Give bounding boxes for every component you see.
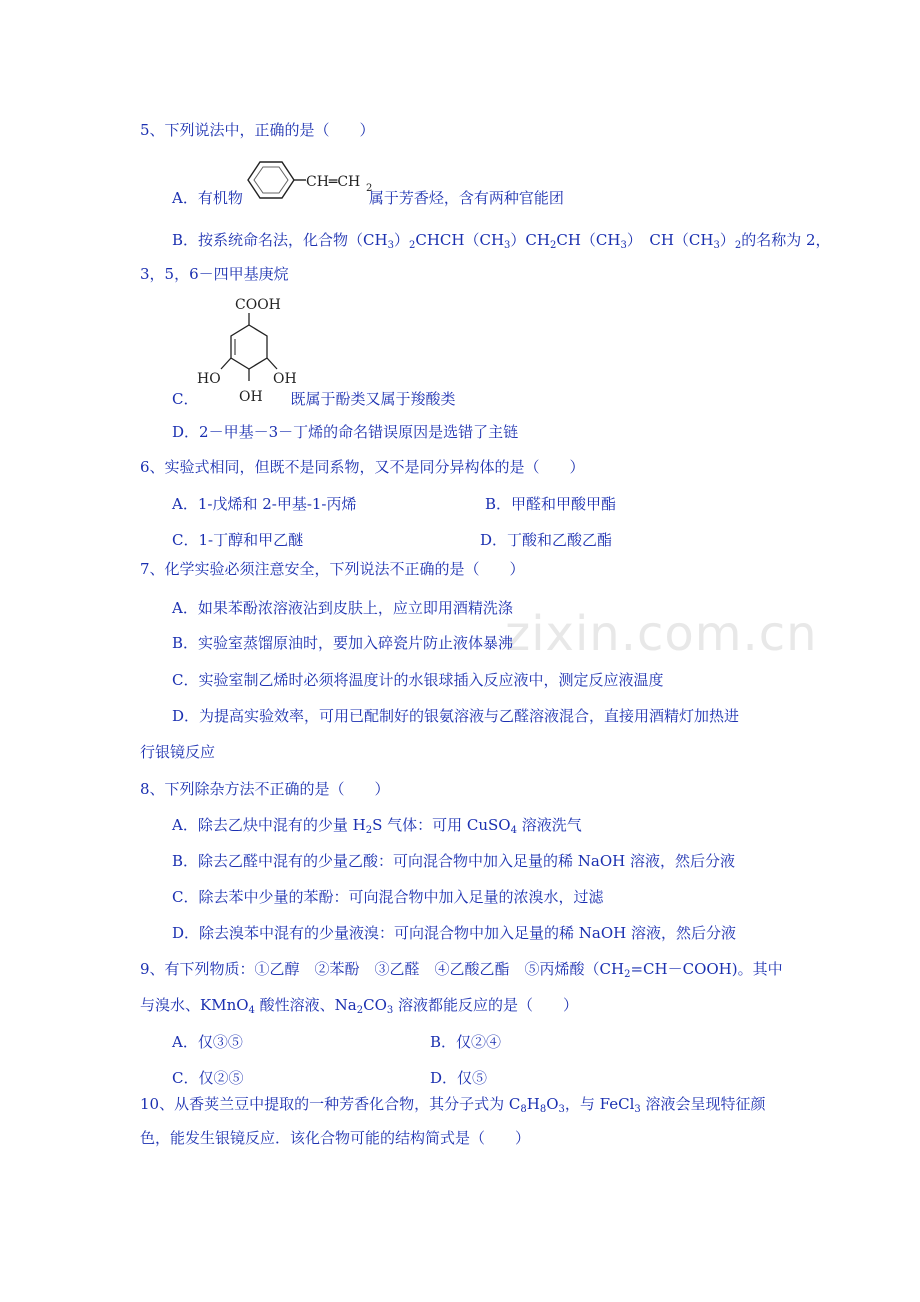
q5-option-c-suffix: 既属于酚类又属于羧酸类 (290, 390, 456, 408)
q7-option-d: D．为提高实验效率，可用已配制好的银氨溶液与乙醛溶液混合，直接用酒精灯加热进 (172, 707, 740, 725)
q9-option-b: B．仅②④ (430, 1033, 502, 1051)
cooh-label: COOH (235, 297, 281, 313)
watermark: zixin.com.cn (505, 606, 818, 662)
q7-option-a: A．如果苯酚浓溶液沾到皮肤上，应立即用酒精洗涤 (172, 599, 513, 617)
q8-option-b: B．除去乙醛中混有的少量乙酸：可向混合物中加入足量的稀 NaOH 溶液，然后分液 (172, 852, 736, 870)
q6-option-a: A．1-戊烯和 2-甲基-1-丙烯 (172, 495, 357, 513)
q9-stem-line1: 9、有下列物质：①乙醇 ②苯酚 ③乙醛 ④乙酸乙酯 ⑤丙烯酸$(CH_2=CH-COOH)$。其中 (140, 960, 783, 980)
q5-option-d: D．2－甲基－3－丁烯的命名错误原因是选错了主链 (172, 423, 519, 441)
oh-right-label: OH (273, 371, 297, 387)
q5-option-b: B．按系统命名法，化合物$(CH_3)_2CHCH(CH_3)CH_2CH(CH_3)$ $CH(CH_3)_2$的名称为 2， (172, 231, 831, 251)
q9-stem-line2: 与溴水、KMnO$_4$ 酸性溶液、$Na_2CO_3$ 溶液都能反应的是（ ） (140, 996, 579, 1016)
q5-option-a-prefix: A．有机物 (172, 189, 243, 207)
q7-option-c: C．实验室制乙烯时必须将温度计的水银球插入反应液中，测定反应液温度 (172, 671, 664, 689)
q8-stem: 8、下列除杂方法不正确的是（ ） (140, 780, 390, 798)
q6-option-b: B．甲醛和甲酸甲酯 (485, 495, 617, 513)
ho-left-label: HO (197, 371, 221, 387)
q9-option-d: D．仅⑤ (430, 1069, 488, 1087)
styrene-sub: 2 (366, 183, 373, 194)
q7-option-d-cont: 行银镜反应 (140, 743, 216, 761)
q7-option-b: B．实验室蒸馏原油时，要加入碎瓷片防止液体暴沸 (172, 634, 514, 652)
q8-option-a: A．除去乙炔中混有的少量 $H_2S$ 气体：可用 CuSO$_4$ 溶液洗气 (172, 816, 582, 836)
q10-stem-line2: 色，能发生银镜反应．该化合物可能的结构简式是（ ） (140, 1129, 531, 1147)
q8-option-d: D．除去溴苯中混有的少量液溴：可向混合物中加入足量的稀 NaOH 溶液，然后分液 (172, 924, 737, 942)
styrene-vinyl-label: CH═CH (306, 174, 361, 190)
q6-stem: 6、实验式相同，但既不是同系物，又不是同分异构体的是（ ） (140, 458, 585, 476)
q5-option-c-prefix: C． (172, 390, 199, 408)
q5-option-b-cont: 3，5，6－四甲基庚烷 (140, 265, 289, 283)
q5-stem: 5、下列说法中，正确的是（ ） (140, 121, 375, 139)
oh-bottom-label: OH (239, 389, 263, 405)
q6-option-c: C．1-丁醇和甲乙醚 (172, 531, 304, 549)
q5-option-a-suffix: 属于芳香烃，含有两种官能团 (368, 189, 564, 207)
q8-option-c: C．除去苯中少量的苯酚：可向混合物中加入足量的浓溴水，过滤 (172, 888, 604, 906)
q6-option-d: D．丁酸和乙酸乙酯 (480, 531, 613, 549)
q9-option-a: A．仅③⑤ (172, 1033, 243, 1051)
q9-option-c: C．仅②⑤ (172, 1069, 244, 1087)
q10-stem-line1: 10、从香荚兰豆中提取的一种芳香化合物，其分子式为 $C_8H_8O_3$，与 FeCl$_3$ 溶液会呈现特征颜 (140, 1095, 766, 1115)
q7-stem: 7、化学实验必须注意安全，下列说法不正确的是（ ） (140, 560, 525, 578)
